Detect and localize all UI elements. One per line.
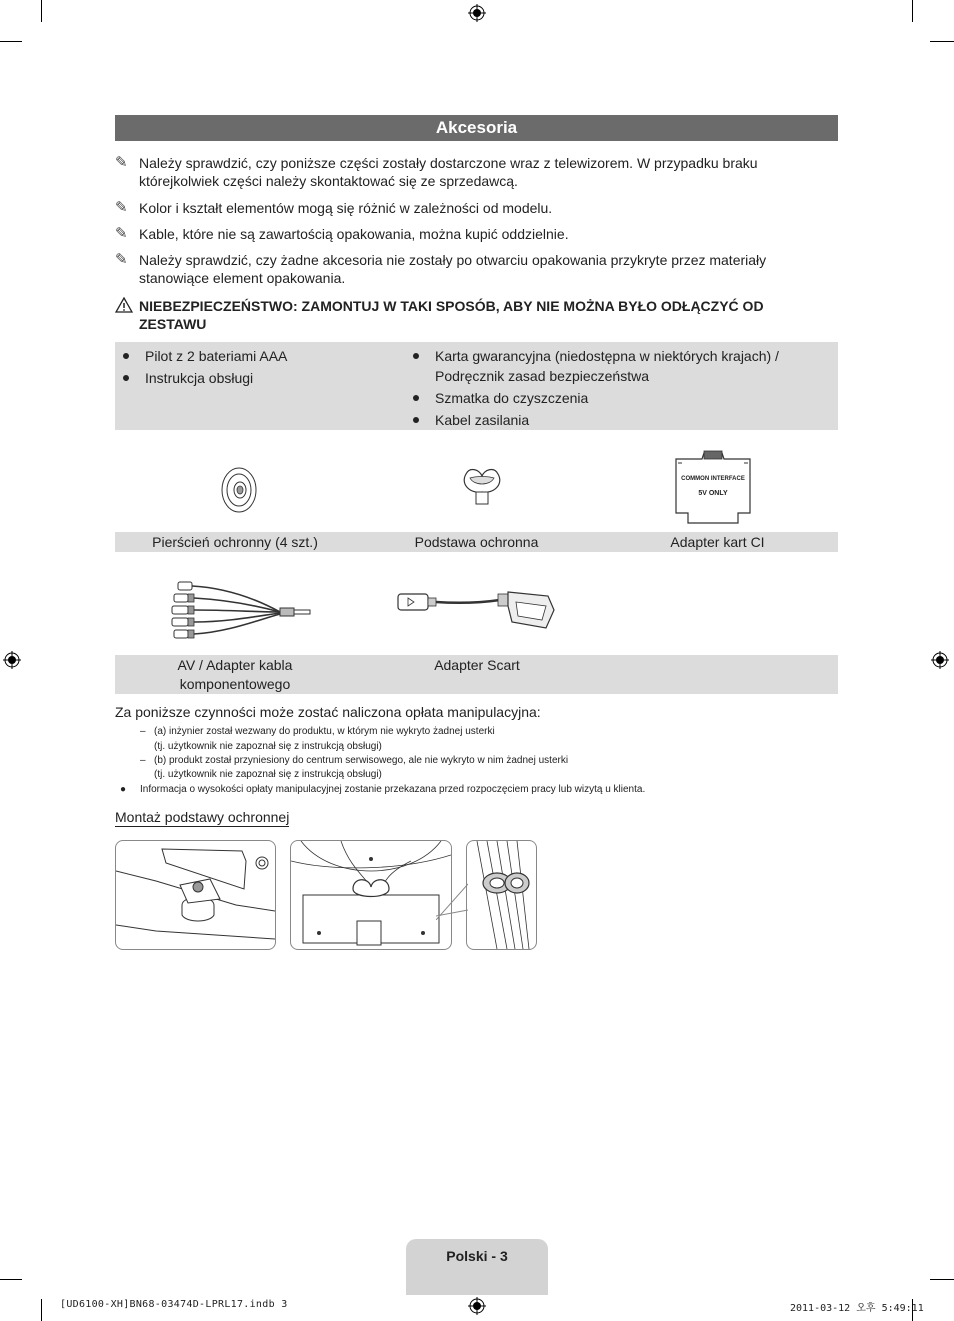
accessory-label-row (115, 532, 838, 552)
accessory-label: Pierścień ochronny (4 szt.) (152, 534, 318, 550)
fee-case-b: (b) produkt został przyniesiony do centrum serwisowego, ale nie wykryto w nim żadnej usterki (154, 755, 569, 766)
fee-case-a: (a) inżynier został wezwany do produktu, w którym nie wykryto żadnej usterki (154, 726, 495, 737)
cable-holder-image (460, 466, 504, 508)
accessory-label: AV / Adapter kabla komponentowego (177, 657, 293, 692)
fee-case-a-note: (tj. użytkownik nie zapoznał się z instrukcją obsługi) (154, 741, 382, 752)
registration-mark-icon (468, 4, 486, 22)
holder-ring-image (219, 465, 259, 515)
list-item: Instrukcja obsługi (115, 368, 395, 388)
ci-card-line1: COMMON INTERFACE (681, 476, 745, 482)
scart-adapter-image (396, 588, 556, 632)
accessory-label: Podstawa ochronna (414, 534, 539, 550)
dash-marker: – (140, 755, 146, 766)
list-item: Pilot z 2 bateriami AAA (115, 346, 395, 366)
crop-mark (930, 41, 954, 42)
footer-file-name: [UD6100-XH]BN68-03474D-LPRL17.indb 3 (60, 1299, 288, 1310)
accessory-label: Adapter kart CI (670, 534, 765, 550)
list-item: Karta gwarancyjna (niedostępna w niektórych krajach) / Podręcznik zasad bezpieczeństwa (405, 346, 815, 386)
note-item (115, 199, 815, 217)
zoom-connector-lines (436, 880, 468, 920)
footer-date: 2011-03-12 오후 5:49:11 (790, 1303, 924, 1314)
assembly-step-2-image (290, 840, 452, 950)
crop-mark (912, 0, 913, 22)
crop-mark (930, 1279, 954, 1280)
accessory-label: Adapter Scart (434, 657, 520, 673)
note-text: Należy sprawdzić, czy poniższe części zostały dostarczone wraz z telewizorem. W przypadku braku którejkolwiek części należy skontaktować się ze sprzedawcą. (139, 155, 758, 189)
registration-mark-icon (468, 1297, 486, 1315)
note-text: Należy sprawdzić, czy żadne akcesoria nie zostały po otwarciu opakowania przykryte przez materiały stanowiące element opakowania. (139, 252, 767, 286)
list-item: Kabel zasilania (405, 410, 815, 430)
assembly-heading: Montaż podstawy ochronnej (115, 809, 290, 825)
pencil-note-icon: ✎ (115, 199, 128, 216)
av-component-cable-image (168, 580, 313, 646)
crop-mark (0, 41, 22, 42)
bullet-marker: ● (120, 784, 127, 795)
note-item (115, 225, 815, 243)
warning-triangle-icon (115, 297, 139, 333)
page-number-tab: Polski - 3 (406, 1239, 548, 1295)
accessory-label-row (115, 655, 838, 694)
dash-marker: – (140, 726, 146, 737)
pencil-note-icon: ✎ (115, 225, 128, 242)
accessory-list-right (405, 346, 815, 432)
note-text: Kolor i kształt elementów mogą się różnić w zależności od modelu. (139, 200, 553, 216)
accessory-list-left (115, 346, 395, 390)
crop-mark (0, 1279, 22, 1280)
fee-intro: Za poniższe czynności może zostać naliczona opłata manipulacyjna: (115, 704, 541, 720)
fee-info: Informacja o wysokości opłaty manipulacyjnej zostanie przekazana przed rozpoczęciem pracy lub wizytą u klienta. (140, 784, 646, 795)
registration-mark-icon (3, 651, 21, 669)
crop-mark (41, 1299, 42, 1321)
assembly-step-3-image (466, 840, 537, 950)
note-item (115, 154, 815, 190)
registration-mark-icon (931, 651, 949, 669)
accessory-list (115, 342, 838, 430)
crop-mark (41, 0, 42, 22)
note-item (115, 251, 815, 287)
warning-text: NIEBEZPIECZEŃSTWO: ZAMONTUJ W TAKI SPOSÓB, ABY NIE MOŻNA BYŁO ODŁĄCZYĆ OD ZESTAWU (139, 298, 764, 332)
note-text: Kable, które nie są zawartością opakowania, można kupić oddzielnie. (139, 226, 569, 242)
warning-note (115, 297, 815, 333)
fee-case-b-note: (tj. użytkownik nie zapoznał się z instrukcją obsługi) (154, 769, 382, 780)
ci-card-line2: 5V ONLY (698, 490, 728, 497)
assembly-step-1-image (115, 840, 276, 950)
list-item: Szmatka do czyszczenia (405, 388, 815, 408)
ci-card-text (674, 476, 752, 497)
section-title: Akcesoria (115, 115, 838, 141)
pencil-note-icon: ✎ (115, 251, 128, 268)
pencil-note-icon: ✎ (115, 154, 128, 171)
